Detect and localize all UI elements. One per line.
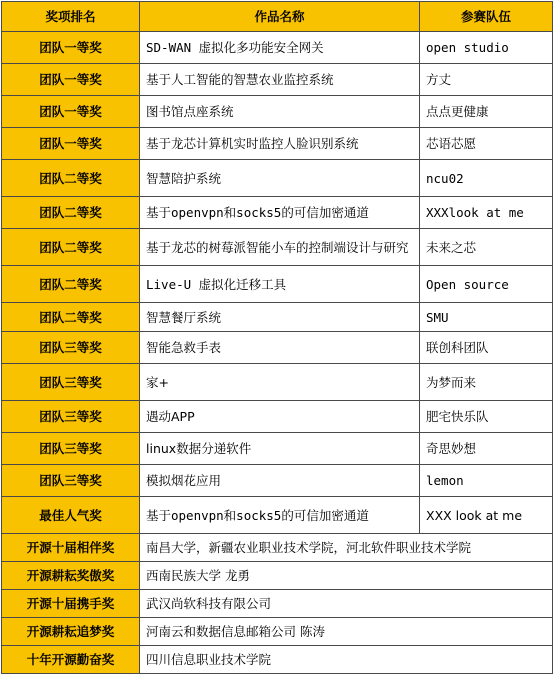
award-cell: 团队二等奖: [2, 229, 140, 266]
work-cell: 智慧餐厅系统: [140, 303, 420, 332]
special-award-cell: 开源耕耘奖傲奖: [2, 562, 140, 590]
award-cell: 团队一等奖: [2, 64, 140, 96]
special-award-cell: 开源耕耘追梦奖: [2, 618, 140, 646]
work-cell: 模拟烟花应用: [140, 465, 420, 497]
team-cell: 肥宅快乐队: [420, 401, 553, 433]
work-cell: 遇动APP: [140, 401, 420, 433]
award-cell: 团队三等奖: [2, 364, 140, 401]
team-cell: 芯语芯愿: [420, 128, 553, 160]
team-cell: 未来之芯: [420, 229, 553, 266]
work-cell: 基于openvpn和socks5的可信加密通道: [140, 497, 420, 534]
table-row: [2, 64, 553, 96]
team-cell: 方丈: [420, 64, 553, 96]
work-cell: linux数据分递软件: [140, 433, 420, 465]
special-award-row: [2, 590, 553, 618]
team-cell: lemon: [420, 465, 553, 497]
special-award-row: [2, 646, 553, 674]
special-recipient-cell: 四川信息职业技术学院: [140, 646, 553, 674]
award-cell: 团队一等奖: [2, 32, 140, 64]
table-row: [2, 497, 553, 534]
award-cell: 团队二等奖: [2, 197, 140, 229]
awards-table-container: [1, 1, 552, 674]
table-row: [2, 332, 553, 364]
table-row: [2, 433, 553, 465]
table-row: [2, 266, 553, 303]
award-cell: 团队三等奖: [2, 401, 140, 433]
team-cell: 点点更健康: [420, 96, 553, 128]
special-award-cell: 开源十届相伴奖: [2, 534, 140, 562]
work-cell: 图书馆点座系统: [140, 96, 420, 128]
table-row: [2, 229, 553, 266]
team-cell: SMU: [420, 303, 553, 332]
table-header-row: [2, 2, 553, 32]
table-row: [2, 303, 553, 332]
work-cell: 基于人工智能的智慧农业监控系统: [140, 64, 420, 96]
work-cell: 基于openvpn和socks5的可信加密通道: [140, 197, 420, 229]
table-row: [2, 401, 553, 433]
work-cell: Live-U 虚拟化迁移工具: [140, 266, 420, 303]
special-award-row: [2, 534, 553, 562]
table-row: [2, 128, 553, 160]
award-cell: 团队二等奖: [2, 160, 140, 197]
special-recipient-cell: 西南民族大学 龙勇: [140, 562, 553, 590]
special-award-row: [2, 618, 553, 646]
award-cell: 团队三等奖: [2, 332, 140, 364]
team-cell: open studio: [420, 32, 553, 64]
work-cell: 基于龙芯的树莓派智能小车的控制端设计与研究: [140, 229, 420, 266]
team-cell: 为梦而来: [420, 364, 553, 401]
work-cell: 智能急救手表: [140, 332, 420, 364]
table-row: [2, 197, 553, 229]
table-row: [2, 32, 553, 64]
award-cell: 团队一等奖: [2, 128, 140, 160]
team-cell: XXXlook at me: [420, 197, 553, 229]
header-work: 作品名称: [140, 2, 420, 32]
award-cell: 团队一等奖: [2, 96, 140, 128]
work-cell: SD-WAN 虚拟化多功能安全网关: [140, 32, 420, 64]
team-cell: ncu02: [420, 160, 553, 197]
table-row: [2, 96, 553, 128]
special-award-cell: 开源十届携手奖: [2, 590, 140, 618]
award-cell: 团队三等奖: [2, 465, 140, 497]
awards-table: [1, 1, 553, 674]
special-award-cell: 十年开源勤奋奖: [2, 646, 140, 674]
team-cell: 联创科团队: [420, 332, 553, 364]
special-recipient-cell: 南昌大学，新疆农业职业技术学院，河北软件职业技术学院: [140, 534, 553, 562]
work-cell: 基于龙芯计算机实时监控人脸识别系统: [140, 128, 420, 160]
special-recipient-cell: 武汉尚软科技有限公司: [140, 590, 553, 618]
award-cell: 团队三等奖: [2, 433, 140, 465]
special-award-row: [2, 562, 553, 590]
header-award: 奖项排名: [2, 2, 140, 32]
work-cell: 家+: [140, 364, 420, 401]
award-cell: 团队二等奖: [2, 303, 140, 332]
header-team: 参赛队伍: [420, 2, 553, 32]
award-cell: 团队二等奖: [2, 266, 140, 303]
team-cell: 奇思妙想: [420, 433, 553, 465]
team-cell: XXX look at me: [420, 497, 553, 534]
team-cell: Open source: [420, 266, 553, 303]
table-row: [2, 465, 553, 497]
work-cell: 智慧陪护系统: [140, 160, 420, 197]
table-row: [2, 160, 553, 197]
award-cell: 最佳人气奖: [2, 497, 140, 534]
special-recipient-cell: 河南云和数据信息邮箱公司 陈涛: [140, 618, 553, 646]
table-row: [2, 364, 553, 401]
